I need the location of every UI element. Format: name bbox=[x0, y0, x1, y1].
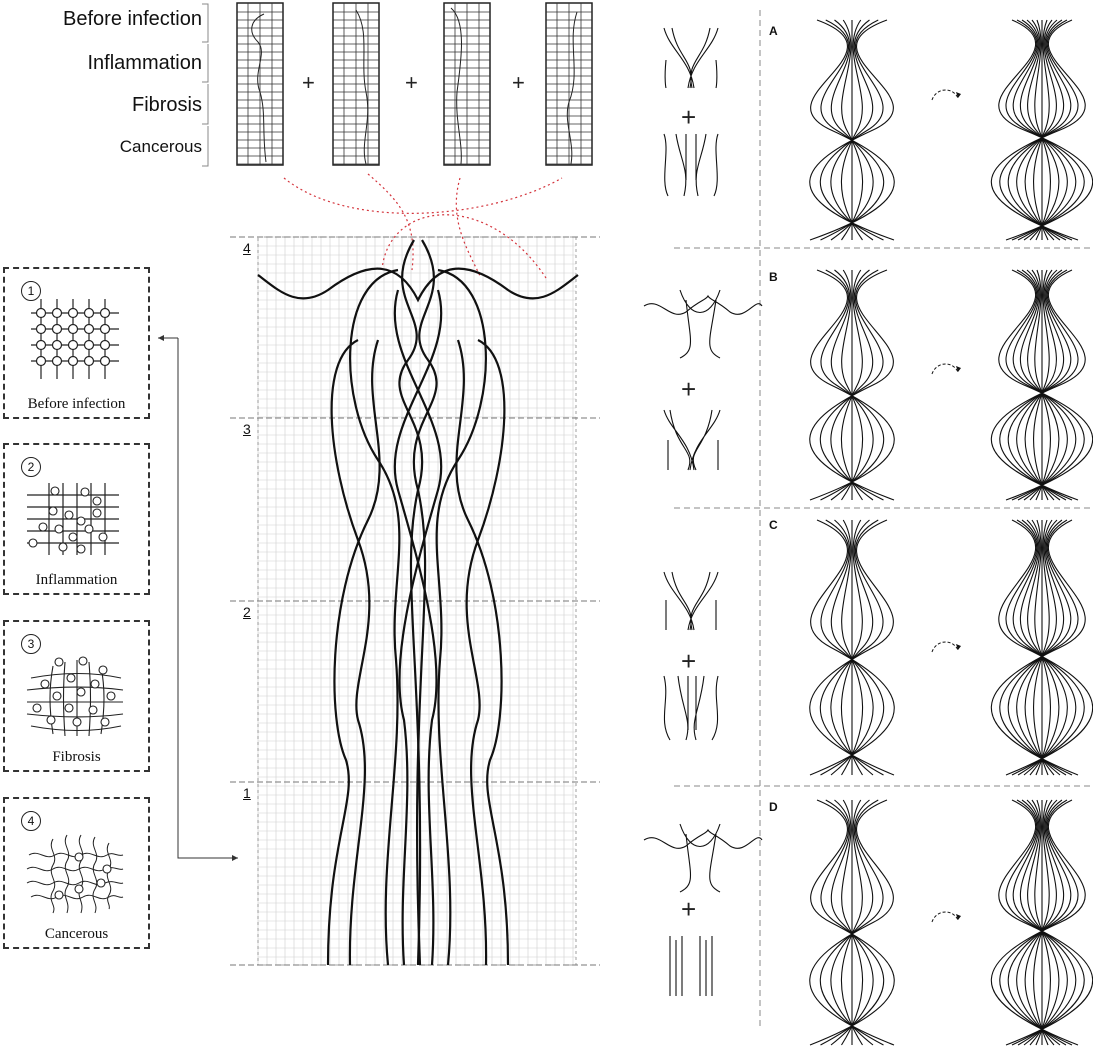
stage-label-fibrosis: Fibrosis bbox=[131, 94, 202, 116]
strip-2 bbox=[332, 2, 382, 167]
panel-letter-c: C bbox=[769, 518, 778, 532]
card-caption: Before infection bbox=[27, 396, 126, 412]
panel-letter-d: D bbox=[769, 800, 778, 814]
card-caption: Cancerous bbox=[44, 926, 109, 942]
card-before-infection bbox=[3, 267, 150, 419]
stage-labels bbox=[40, 0, 202, 170]
panel-letter-a: A bbox=[769, 24, 778, 38]
row-number-1: 1 bbox=[243, 785, 251, 801]
card-caption: Inflammation bbox=[35, 572, 118, 588]
row-number-2: 2 bbox=[243, 604, 251, 620]
strip-plus-3: + bbox=[512, 70, 525, 95]
mesh-inflamed-icon bbox=[23, 471, 133, 571]
panel-plus-a: + bbox=[681, 102, 697, 132]
strip-3 bbox=[443, 2, 493, 167]
stage-bracket bbox=[200, 0, 214, 170]
panel-plus-c: + bbox=[681, 646, 697, 676]
panel-letter-b: B bbox=[769, 270, 778, 284]
stage-label-cancerous: Cancerous bbox=[119, 137, 202, 156]
card-number: 2 bbox=[21, 457, 41, 477]
row-number-3: 3 bbox=[243, 421, 251, 437]
strip-1 bbox=[236, 2, 286, 167]
card-cancerous bbox=[3, 797, 150, 949]
card-number: 1 bbox=[21, 281, 41, 301]
mesh-fibrotic-icon bbox=[23, 648, 133, 748]
mesh-cancerous-icon bbox=[23, 825, 133, 925]
card-number: 4 bbox=[21, 811, 41, 831]
card-inflammation bbox=[3, 443, 150, 595]
mesh-regular-icon bbox=[23, 295, 133, 395]
main-diagram bbox=[228, 160, 608, 972]
stage-label-before: Before infection bbox=[63, 8, 202, 30]
panel-plus-d: + bbox=[681, 894, 697, 924]
card-number: 3 bbox=[21, 634, 41, 654]
card-fibrosis bbox=[3, 620, 150, 772]
strip-plus-1: + bbox=[302, 70, 315, 95]
stage-label-inflammation: Inflammation bbox=[87, 52, 202, 74]
panel-plus-b: + bbox=[681, 374, 697, 404]
strip-plus-2: + bbox=[405, 70, 418, 95]
row-number-4: 4 bbox=[243, 240, 251, 256]
strip-4 bbox=[545, 2, 595, 167]
panel-figures bbox=[640, 0, 1093, 1051]
card-caption: Fibrosis bbox=[52, 749, 101, 765]
